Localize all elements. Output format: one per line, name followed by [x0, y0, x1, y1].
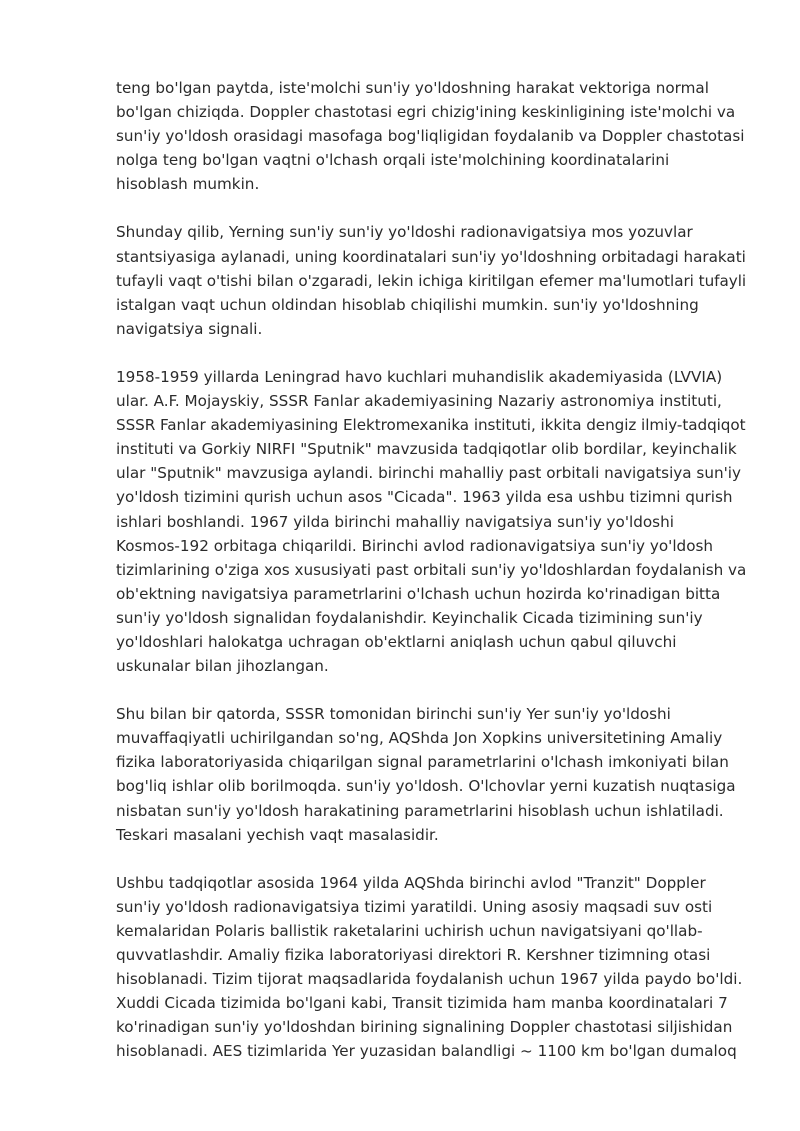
text-line: hisoblanadi. Tizim tijorat maqsadlarida foydalanish uchun 1967 yilda paydo bo'ldi. [116, 970, 743, 989]
text-line: ular. A.F. Mojayskiy, SSSR Fanlar akademiyasining Nazariy astronomiya instituti, [116, 392, 722, 411]
paragraph [116, 871, 746, 1064]
text-line: instituti va Gorkiy NIRFI "Sputnik" mavzusida tadqiqotlar olib bordilar, keyinchalik [116, 440, 737, 459]
text-line: tufayli vaqt o'tishi bilan o'zgaradi, lekin ichiga kiritilgan efemer ma'lumotlari tufayli [116, 271, 747, 290]
text-line: hisoblanadi. AES tizimlarida Yer yuzasidan balandligi ~ 1100 km bo'lgan dumaloq [116, 1042, 737, 1061]
text-line: sun'iy yo'ldosh signalidan foydalanishdir. Keyinchalik Cicada tizimining sun'iy [116, 608, 703, 627]
text-line: ishlari boshlandi. 1967 yilda birinchi mahalliy navigatsiya sun'iy yo'ldoshi [116, 512, 674, 531]
text-line: Shunday qilib, Yerning sun'iy sun'iy yo'ldoshi radionavigatsiya mos yozuvlar [116, 223, 693, 242]
text-line: Kosmos-192 orbitaga chiqarildi. Birinchi avlod radionavigatsiya sun'iy yo'ldosh [116, 536, 714, 555]
text-line: Ushbu tadqiqotlar asosida 1964 yilda AQShda birinchi avlod "Tranzit" Doppler [116, 873, 706, 892]
paragraph [116, 702, 746, 847]
text-line: bo'lgan chiziqda. Doppler chastotasi egri chizig'ining keskinligining iste'molchi va [116, 103, 736, 122]
text-line: muvaffaqiyatli uchirilgandan so'ng, AQShda Jon Xopkins universitetining Amaliy [116, 729, 723, 748]
text-line: navigatsiya signali. [116, 319, 263, 338]
text-line: quvvatlashdir. Amaliy fizika laboratoriyasi direktori R. Kershner tizimning otasi [116, 946, 711, 964]
text-line: SSSR Fanlar akademiyasining Elektromexanika instituti, ikkita dengiz ilmiy-tadqiqot [116, 416, 746, 435]
text-line: ular "Sputnik" mavzusiga aylandi. birinchi mahalliy past orbitali navigatsiya sun'iy [116, 464, 741, 483]
text-line: yo'ldosh tizimini qurish uchun asos "Cicada". 1963 yilda esa ushbu tizimni qurish [116, 488, 733, 507]
text-line: 1958-1959 yillarda Leningrad havo kuchlari muhandislik akademiyasida (LVVIA) [116, 367, 723, 386]
text-line: Xuddi Cicada tizimida bo'lgani kabi, Transit tizimida ham manba koordinatalari 7 [116, 994, 728, 1013]
text-line: sun'iy yo'ldosh orasidagi masofaga bog'liqligidan foydalanib va Doppler chastotasi [116, 127, 745, 146]
paragraph [116, 220, 746, 340]
text-line: Teskari masalani yechish vaqt masalasidir. [116, 825, 439, 844]
text-line: ob'ektning navigatsiya parametrlarini o'lchash uchun hozirda ko'rinadigan bitta [116, 584, 721, 603]
text-line: Shu bilan bir qatorda, SSSR tomonidan birinchi sun'iy Yer sun'iy yo'ldoshi [116, 705, 671, 724]
text-line: bog'liq ishlar olib borilmoqda. sun'iy yo'ldosh. O'lchovlar yerni kuzatish nuqtasiga [116, 777, 736, 796]
text-line: tizimlarining o'ziga xos xususiyati past orbitali sun'iy yo'ldoshlardan foydalanish va [116, 560, 747, 579]
text-line: hisoblash mumkin. [116, 175, 260, 194]
paragraph [116, 76, 746, 196]
text-line: fizika laboratoriyasida chiqarilgan signal parametrlarini o'lchash imkoniyati bilan [116, 753, 729, 772]
text-line: kemalaridan Polaris ballistik raketalarini uchirish uchun navigatsiyani qo'llab- [116, 921, 703, 940]
text-line: nisbatan sun'iy yo'ldosh harakatining parametrlarini hisoblash uchun ishlatiladi. [116, 801, 724, 820]
document-page [116, 76, 746, 1087]
paragraph [116, 365, 746, 678]
text-line: sun'iy yo'ldosh radionavigatsiya tizimi yaratildi. Uning asosiy maqsadi suv osti [116, 897, 713, 916]
text-line: ko'rinadigan sun'iy yo'ldoshdan birining signalining Doppler chastotasi siljishidan [116, 1018, 733, 1037]
text-line: teng bo'lgan paytda, iste'molchi sun'iy yo'ldoshning harakat vektoriga normal [116, 79, 709, 97]
text-line: istalgan vaqt uchun oldindan hisoblab chiqilishi mumkin. sun'iy yo'ldoshning [116, 295, 699, 314]
text-line: stantsiyasiga aylanadi, uning koordinatalari sun'iy yo'ldoshning orbitadagi harakati [116, 247, 746, 266]
text-line: uskunalar bilan jihozlangan. [116, 657, 329, 676]
text-line: nolga teng bo'lgan vaqtni o'lchash orqali iste'molchining koordinatalarini [116, 151, 670, 170]
text-line: yo'ldoshlari halokatga uchragan ob'ektlarni aniqlash uchun qabul qiluvchi [116, 632, 677, 651]
